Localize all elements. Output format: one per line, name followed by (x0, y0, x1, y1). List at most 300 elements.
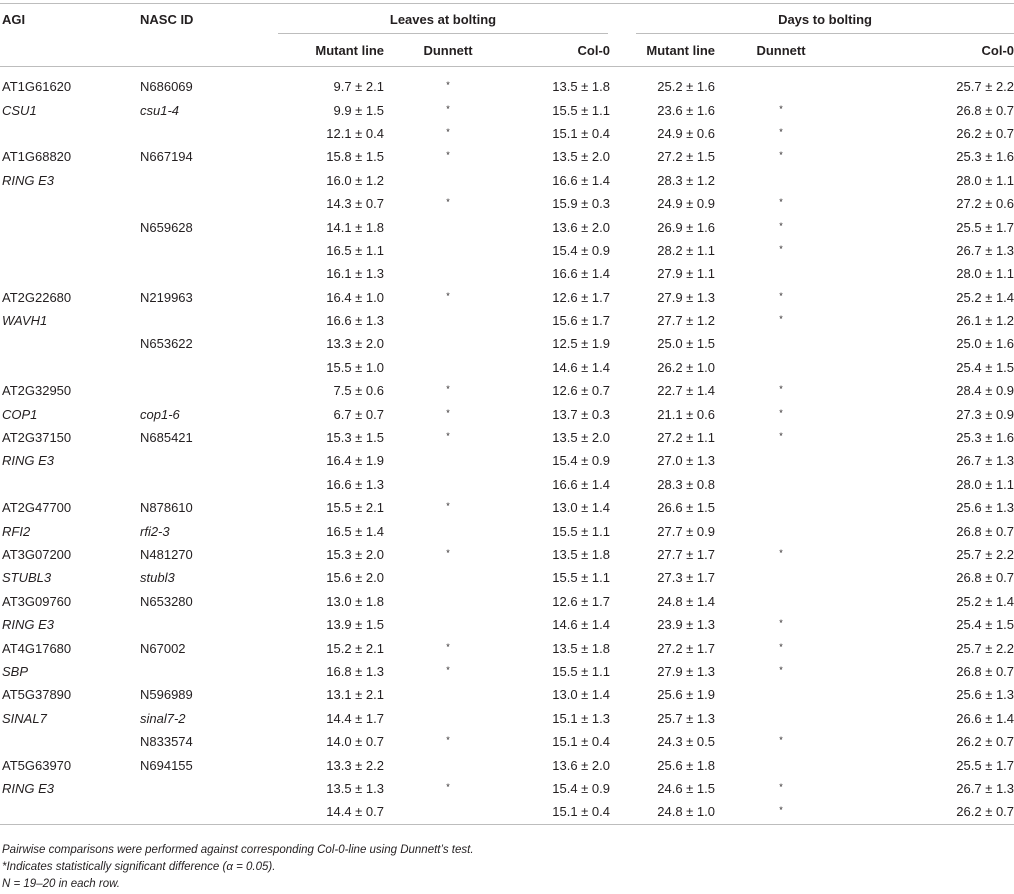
table-body (0, 67, 1014, 825)
header-leaves-at-bolting (264, 4, 610, 36)
cell-days-dunnett (715, 215, 847, 238)
cell-days-dunnett (715, 169, 847, 192)
table-row (0, 473, 1014, 496)
significance-marker: * (779, 150, 783, 161)
significance-marker: * (446, 290, 450, 301)
significance-marker: * (446, 150, 450, 161)
cell-days-col0: 25.3 ± 1.6 (956, 430, 1014, 446)
cell-days-col0: 26.7 ± 1.3 (956, 242, 1014, 258)
header-nasc-id: NASC ID (140, 4, 264, 36)
cell-days-col0: 28.0 ± 1.1 (956, 266, 1014, 282)
significance-marker: * (779, 735, 783, 746)
cell-agi: AT2G22680 (2, 289, 72, 305)
cell-leaves-col0: 13.5 ± 2.0 (552, 430, 610, 446)
cell-days-mutant: 23.6 ± 1.6 (657, 102, 715, 118)
cell-agi: RFI2 (2, 523, 31, 539)
cell-nasc-id (140, 777, 264, 800)
cell-agi: AT2G37150 (2, 430, 72, 446)
cell-leaves-dunnett (384, 543, 512, 566)
cell-days-mutant: 27.9 ± 1.1 (657, 266, 715, 282)
cell-leaves-mutant: 15.6 ± 2.0 (326, 570, 384, 586)
cell-days-mutant: 27.7 ± 1.2 (657, 313, 715, 329)
table-row (0, 402, 1014, 425)
significance-marker: * (446, 664, 450, 675)
significance-marker: * (446, 431, 450, 442)
cell-days-mutant: 27.2 ± 1.7 (657, 640, 715, 656)
cell-leaves-col0: 15.5 ± 1.1 (552, 663, 610, 679)
header-days-to-bolting (610, 4, 1014, 36)
cell-nasc-id: N685421 (140, 430, 193, 446)
cell-days-col0: 26.1 ± 1.2 (956, 313, 1014, 329)
table-row (0, 379, 1014, 402)
cell-leaves-mutant: 7.5 ± 0.6 (333, 383, 384, 399)
cell-leaves-mutant: 15.8 ± 1.5 (326, 149, 384, 165)
cell-days-dunnett (715, 356, 847, 379)
table-row (0, 426, 1014, 449)
cell-nasc-id: N659628 (140, 219, 193, 235)
cell-days-dunnett (715, 660, 847, 683)
cell-agi: AT5G37890 (2, 687, 72, 703)
cell-leaves-col0: 13.5 ± 1.8 (552, 79, 610, 95)
table-row (0, 753, 1014, 776)
table-row (0, 543, 1014, 566)
significance-marker: * (779, 431, 783, 442)
cell-days-col0: 28.0 ± 1.1 (956, 476, 1014, 492)
cell-leaves-dunnett (384, 122, 512, 145)
cell-leaves-mutant: 13.0 ± 1.8 (326, 593, 384, 609)
cell-days-col0: 25.7 ± 2.2 (956, 640, 1014, 656)
table-row (0, 215, 1014, 238)
cell-leaves-mutant: 16.4 ± 1.0 (326, 289, 384, 305)
cell-leaves-dunnett (384, 67, 512, 99)
cell-leaves-dunnett (384, 192, 512, 215)
table-row (0, 613, 1014, 636)
cell-leaves-dunnett (384, 98, 512, 121)
cell-leaves-dunnett (384, 636, 512, 659)
cell-leaves-col0: 16.6 ± 1.4 (552, 476, 610, 492)
cell-days-mutant: 26.6 ± 1.5 (657, 500, 715, 516)
table-row (0, 449, 1014, 472)
cell-days-col0: 25.5 ± 1.7 (956, 219, 1014, 235)
cell-nasc-id: N481270 (140, 547, 193, 562)
significance-marker: * (779, 664, 783, 675)
cell-leaves-dunnett (384, 800, 512, 824)
cell-days-mutant: 28.3 ± 1.2 (657, 172, 715, 188)
cell-leaves-mutant: 15.5 ± 2.1 (326, 500, 384, 516)
header-days-col0: Col-0 (847, 35, 1014, 67)
cell-days-mutant: 27.2 ± 1.1 (657, 430, 715, 446)
header-leaves-label: Leaves at bolting (278, 6, 608, 34)
cell-days-mutant: 26.2 ± 1.0 (657, 359, 715, 375)
cell-leaves-col0: 15.4 ± 0.9 (552, 242, 610, 258)
cell-agi (0, 215, 140, 238)
cell-leaves-dunnett (384, 449, 512, 472)
cell-leaves-mutant: 16.0 ± 1.2 (326, 172, 384, 188)
significance-marker: * (446, 197, 450, 208)
cell-leaves-mutant: 13.3 ± 2.0 (326, 336, 384, 352)
cell-leaves-col0: 12.6 ± 1.7 (552, 593, 610, 609)
table-row (0, 239, 1014, 262)
cell-leaves-col0: 15.5 ± 1.1 (552, 102, 610, 118)
cell-leaves-mutant: 15.2 ± 2.1 (326, 640, 384, 656)
cell-leaves-dunnett (384, 309, 512, 332)
cell-agi: CSU1 (2, 102, 37, 118)
cell-days-dunnett (715, 636, 847, 659)
cell-agi (0, 332, 140, 355)
cell-leaves-dunnett (384, 683, 512, 706)
cell-agi (0, 800, 140, 824)
cell-days-col0: 25.4 ± 1.5 (956, 617, 1014, 633)
cell-days-col0: 26.7 ± 1.3 (956, 453, 1014, 469)
cell-days-dunnett (715, 730, 847, 753)
cell-days-col0: 26.8 ± 0.7 (956, 663, 1014, 679)
cell-days-dunnett (715, 683, 847, 706)
header-leaves-col0: Col-0 (512, 35, 610, 67)
cell-agi: SINAL7 (2, 710, 47, 726)
cell-days-mutant: 28.2 ± 1.1 (657, 242, 715, 258)
cell-leaves-col0: 12.5 ± 1.9 (552, 336, 610, 352)
cell-leaves-mutant: 14.4 ± 1.7 (326, 710, 384, 726)
cell-nasc-id: rfi2-3 (140, 523, 170, 539)
cell-days-mutant: 27.9 ± 1.3 (657, 289, 715, 305)
cell-leaves-dunnett (384, 496, 512, 519)
cell-days-col0: 25.7 ± 2.2 (956, 79, 1014, 95)
cell-leaves-col0: 15.1 ± 1.3 (552, 710, 610, 726)
cell-days-mutant: 24.3 ± 0.5 (657, 734, 715, 750)
cell-days-col0: 26.2 ± 0.7 (956, 734, 1014, 750)
cell-nasc-id: N219963 (140, 289, 193, 305)
cell-days-col0: 25.5 ± 1.7 (956, 757, 1014, 773)
significance-marker: * (779, 243, 783, 254)
cell-leaves-col0: 13.7 ± 0.3 (552, 406, 610, 422)
cell-leaves-col0: 15.5 ± 1.1 (552, 523, 610, 539)
cell-days-mutant: 23.9 ± 1.3 (657, 617, 715, 633)
cell-days-mutant: 27.7 ± 1.7 (657, 547, 715, 562)
cell-days-col0: 25.3 ± 1.6 (956, 149, 1014, 165)
cell-days-dunnett (715, 426, 847, 449)
cell-leaves-mutant: 12.1 ± 0.4 (326, 125, 384, 141)
cell-days-mutant: 24.9 ± 0.9 (657, 196, 715, 212)
cell-leaves-col0: 16.6 ± 1.4 (552, 172, 610, 188)
cell-days-col0: 25.2 ± 1.4 (956, 289, 1014, 305)
header-days-mutant: Mutant line (610, 35, 715, 67)
significance-marker: * (779, 197, 783, 208)
cell-days-col0: 26.8 ± 0.7 (956, 570, 1014, 586)
cell-days-col0: 26.6 ± 1.4 (956, 710, 1014, 726)
cell-days-mutant: 24.6 ± 1.5 (657, 780, 715, 796)
cell-leaves-col0: 13.0 ± 1.4 (552, 687, 610, 703)
table-row (0, 566, 1014, 589)
cell-agi: RING E3 (2, 617, 55, 633)
cell-days-col0: 25.6 ± 1.3 (956, 687, 1014, 703)
header-blank-1 (0, 35, 140, 67)
cell-days-dunnett (715, 707, 847, 730)
cell-nasc-id: stubl3 (140, 570, 175, 586)
cell-leaves-col0: 13.6 ± 2.0 (552, 757, 610, 773)
footnote-significance: *Indicates statistically significant difference (α = 0.05). (2, 861, 276, 873)
cell-days-col0: 26.2 ± 0.7 (847, 800, 1014, 824)
cell-agi (0, 192, 140, 215)
significance-marker: * (779, 314, 783, 325)
cell-leaves-col0: 14.6 ± 1.4 (552, 359, 610, 375)
cell-leaves-mutant: 9.7 ± 2.1 (333, 79, 384, 95)
cell-leaves-dunnett (384, 239, 512, 262)
cell-days-dunnett (715, 590, 847, 613)
cell-days-col0: 25.0 ± 1.6 (956, 336, 1014, 352)
significance-marker: * (779, 548, 783, 558)
cell-days-dunnett (715, 122, 847, 145)
cell-days-dunnett (715, 402, 847, 425)
cell-agi: AT2G47700 (2, 500, 72, 516)
significance-marker: * (779, 220, 783, 231)
table-footnotes (2, 842, 474, 893)
table-row (0, 169, 1014, 192)
cell-agi: STUBL3 (2, 570, 52, 586)
cell-nasc-id (140, 122, 264, 145)
cell-leaves-mutant: 15.3 ± 2.0 (326, 547, 384, 562)
table-row (0, 660, 1014, 683)
significance-marker: * (779, 618, 783, 629)
cell-leaves-mutant: 15.5 ± 1.0 (326, 359, 384, 375)
cell-days-dunnett (715, 753, 847, 776)
cell-days-col0: 27.3 ± 0.9 (956, 406, 1014, 422)
cell-days-dunnett (715, 543, 847, 566)
header-leaves-mutant: Mutant line (264, 35, 384, 67)
cell-agi (0, 239, 140, 262)
cell-agi: SBP (2, 663, 29, 679)
cell-leaves-dunnett (384, 660, 512, 683)
cell-leaves-mutant: 16.5 ± 1.4 (326, 523, 384, 539)
cell-nasc-id: N833574 (140, 734, 193, 750)
cell-days-dunnett (715, 519, 847, 542)
cell-agi: COP1 (2, 406, 38, 422)
cell-days-mutant: 25.6 ± 1.8 (657, 757, 715, 773)
significance-marker: * (446, 80, 450, 91)
significance-marker: * (779, 103, 783, 114)
cell-leaves-col0: 13.5 ± 1.8 (552, 547, 610, 562)
significance-marker: * (446, 548, 450, 558)
cell-leaves-mutant: 13.3 ± 2.2 (326, 757, 384, 773)
cell-leaves-dunnett (384, 215, 512, 238)
cell-leaves-mutant: 16.5 ± 1.1 (326, 242, 384, 258)
cell-days-col0: 28.0 ± 1.1 (956, 172, 1014, 188)
cell-days-mutant: 28.3 ± 0.8 (657, 476, 715, 492)
cell-leaves-mutant: 9.9 ± 1.5 (333, 102, 384, 118)
cell-days-mutant: 24.8 ± 1.4 (657, 593, 715, 609)
footnote-sample-size: N = 19–20 in each row. (2, 878, 120, 890)
table-row (0, 286, 1014, 309)
cell-leaves-col0: 15.1 ± 0.4 (552, 125, 610, 141)
significance-marker: * (779, 781, 783, 792)
table-row (0, 98, 1014, 121)
significance-marker: * (446, 781, 450, 792)
cell-days-col0: 27.2 ± 0.6 (956, 196, 1014, 212)
cell-leaves-dunnett (384, 707, 512, 730)
significance-marker: * (779, 290, 783, 301)
cell-days-col0: 26.8 ± 0.7 (956, 102, 1014, 118)
cell-days-dunnett (715, 262, 847, 285)
cell-days-dunnett (715, 98, 847, 121)
table-row (0, 496, 1014, 519)
cell-leaves-col0: 14.6 ± 1.4 (552, 617, 610, 633)
cell-nasc-id: N878610 (140, 500, 193, 516)
cell-leaves-dunnett (384, 730, 512, 753)
table-row (0, 332, 1014, 355)
cell-days-dunnett (715, 192, 847, 215)
cell-days-dunnett (715, 286, 847, 309)
cell-agi: AT1G61620 (2, 79, 72, 95)
cell-leaves-mutant: 14.0 ± 0.7 (326, 734, 384, 750)
cell-agi: AT4G17680 (2, 640, 72, 656)
cell-days-mutant: 22.7 ± 1.4 (657, 383, 715, 399)
cell-days-mutant: 21.1 ± 0.6 (657, 406, 715, 422)
cell-days-dunnett (715, 332, 847, 355)
cell-agi (0, 356, 140, 379)
cell-days-col0: 25.6 ± 1.3 (956, 500, 1014, 516)
cell-agi: RING E3 (2, 780, 55, 796)
cell-leaves-col0: 12.6 ± 1.7 (552, 289, 610, 305)
cell-nasc-id: N694155 (140, 757, 193, 773)
cell-nasc-id: N67002 (140, 640, 186, 656)
cell-nasc-id (140, 379, 264, 402)
cell-days-mutant: 27.2 ± 1.5 (657, 149, 715, 165)
cell-leaves-mutant: 16.6 ± 1.3 (326, 313, 384, 329)
cell-leaves-col0: 15.6 ± 1.7 (552, 313, 610, 329)
cell-leaves-dunnett (384, 753, 512, 776)
cell-leaves-col0: 15.1 ± 0.4 (512, 800, 610, 824)
cell-leaves-dunnett (384, 566, 512, 589)
significance-marker: * (446, 407, 450, 418)
header-leaves-dunnett: Dunnett (384, 35, 512, 67)
table-row (0, 262, 1014, 285)
cell-days-dunnett (715, 67, 847, 99)
cell-nasc-id (140, 309, 264, 332)
significance-marker: * (779, 407, 783, 418)
cell-leaves-mutant: 13.9 ± 1.5 (326, 617, 384, 633)
cell-leaves-dunnett (384, 590, 512, 613)
cell-leaves-dunnett (384, 379, 512, 402)
table-row (0, 730, 1014, 753)
cell-agi: RING E3 (2, 172, 55, 188)
cell-days-col0: 26.2 ± 0.7 (956, 125, 1014, 141)
cell-days-dunnett (715, 145, 847, 168)
table-row (0, 192, 1014, 215)
cell-days-col0: 26.7 ± 1.3 (956, 780, 1014, 796)
cell-leaves-mutant: 14.4 ± 0.7 (264, 800, 384, 824)
significance-marker: * (446, 735, 450, 746)
cell-leaves-col0: 13.5 ± 1.8 (552, 640, 610, 656)
cell-leaves-dunnett (384, 356, 512, 379)
cell-agi: RING E3 (2, 453, 55, 469)
cell-days-mutant: 27.7 ± 0.9 (657, 523, 715, 539)
cell-days-dunnett (715, 496, 847, 519)
cell-leaves-mutant: 14.3 ± 0.7 (326, 196, 384, 212)
header-days-label: Days to bolting (636, 6, 1014, 34)
significance-marker: * (446, 641, 450, 652)
significance-marker: * (779, 641, 783, 652)
cell-leaves-dunnett (384, 613, 512, 636)
cell-days-dunnett (715, 473, 847, 496)
table-row (0, 145, 1014, 168)
cell-nasc-id: N653280 (140, 593, 193, 609)
cell-agi (0, 730, 140, 753)
cell-days-mutant: 24.8 ± 1.0 (610, 800, 715, 824)
cell-leaves-mutant: 16.1 ± 1.3 (326, 266, 384, 282)
cell-leaves-mutant: 14.1 ± 1.8 (326, 219, 384, 235)
cell-leaves-col0: 16.6 ± 1.4 (552, 266, 610, 282)
cell-leaves-dunnett (384, 286, 512, 309)
cell-agi: WAVH1 (2, 313, 48, 329)
cell-leaves-mutant: 16.6 ± 1.3 (326, 476, 384, 492)
cell-days-mutant: 25.2 ± 1.6 (657, 79, 715, 95)
cell-leaves-col0: 15.4 ± 0.9 (552, 780, 610, 796)
cell-days-mutant: 26.9 ± 1.6 (657, 219, 715, 235)
cell-nasc-id: csu1-4 (140, 102, 180, 118)
significance-marker: * (446, 501, 450, 512)
cell-nasc-id (140, 262, 264, 285)
cell-days-dunnett (715, 239, 847, 262)
significance-marker: * (779, 805, 783, 816)
header-days-dunnett: Dunnett (715, 35, 847, 67)
cell-days-col0: 25.7 ± 2.2 (956, 547, 1014, 562)
table-row (0, 590, 1014, 613)
cell-agi: AT5G63970 (2, 757, 72, 773)
cell-nasc-id (140, 800, 264, 824)
cell-leaves-dunnett (384, 145, 512, 168)
cell-days-mutant: 25.0 ± 1.5 (657, 336, 715, 352)
cell-leaves-dunnett (384, 402, 512, 425)
cell-nasc-id (140, 660, 264, 683)
cell-agi (0, 262, 140, 285)
cell-leaves-dunnett (384, 169, 512, 192)
cell-leaves-col0: 13.0 ± 1.4 (552, 500, 610, 516)
cell-nasc-id: cop1-6 (140, 406, 180, 422)
table-row (0, 309, 1014, 332)
cell-days-mutant: 27.9 ± 1.3 (657, 663, 715, 679)
cell-nasc-id: N686069 (140, 79, 193, 95)
significance-marker: * (779, 384, 783, 395)
cell-days-dunnett (715, 379, 847, 402)
cell-agi: AT1G68820 (2, 149, 72, 165)
cell-days-col0: 26.8 ± 0.7 (956, 523, 1014, 539)
cell-days-dunnett (715, 566, 847, 589)
footnote-method: Pairwise comparisons were performed against corresponding Col-0-line using Dunnett’s test. (2, 844, 474, 856)
cell-nasc-id (140, 356, 264, 379)
cell-nasc-id (140, 473, 264, 496)
cell-leaves-col0: 15.4 ± 0.9 (552, 453, 610, 469)
cell-nasc-id: N653622 (140, 336, 193, 352)
cell-days-mutant: 24.9 ± 0.6 (657, 125, 715, 141)
cell-nasc-id (140, 449, 264, 472)
cell-days-col0: 25.2 ± 1.4 (956, 593, 1014, 609)
cell-agi: AT3G07200 (2, 547, 72, 562)
cell-agi (0, 473, 140, 496)
table-row (0, 800, 1014, 824)
cell-agi: AT3G09760 (2, 593, 72, 609)
cell-leaves-dunnett (384, 519, 512, 542)
cell-days-dunnett (715, 777, 847, 800)
table-row (0, 636, 1014, 659)
cell-nasc-id: N667194 (140, 149, 193, 165)
cell-leaves-col0: 13.5 ± 2.0 (552, 149, 610, 165)
significance-marker: * (446, 126, 450, 137)
cell-leaves-col0: 15.1 ± 0.4 (552, 734, 610, 750)
cell-days-dunnett (715, 613, 847, 636)
cell-leaves-col0: 15.9 ± 0.3 (552, 196, 610, 212)
table-row (0, 67, 1014, 99)
cell-days-mutant: 27.0 ± 1.3 (657, 453, 715, 469)
cell-leaves-dunnett (384, 426, 512, 449)
